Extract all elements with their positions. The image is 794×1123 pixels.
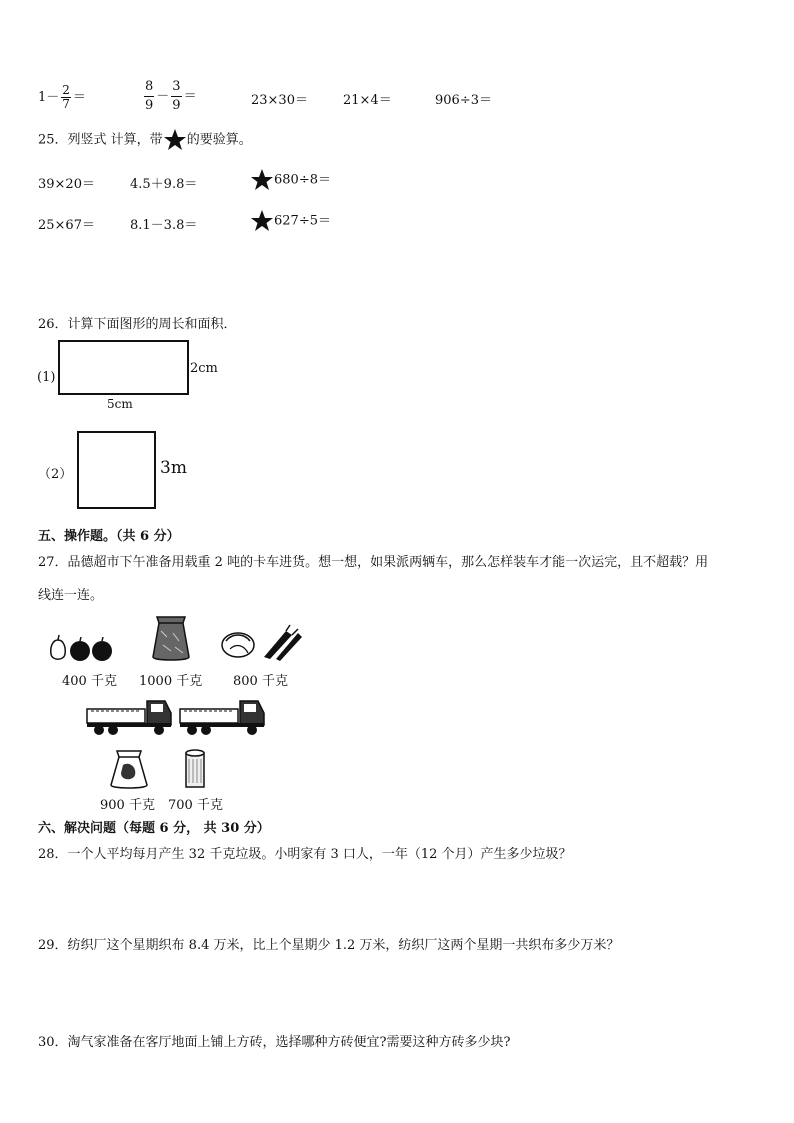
fruit-icon [46,634,122,664]
q25-r1-c1: 39×20＝ [38,177,95,192]
expr-5: 906÷3＝ [435,93,492,108]
goods-label-4: 900 千克 [100,798,155,813]
expr-4: 21×4＝ [343,93,392,108]
goods-label-3: 800 千克 [233,674,288,689]
fig1-width: 5cm [107,397,133,411]
q25-r1-c3: 680÷8＝ [250,168,331,192]
section-6-heading: 六、解决问题（每题 6 分， 共 30 分） [38,821,270,836]
fig1-height: 2cm [190,361,218,376]
q28-text: 28．一个人平均每月产生 32 千克垃圾。小明家有 3 口人，一年（12 个月）产生多少垃圾？ [38,847,572,862]
fig1-label: (1) [37,370,56,385]
q25-r2-c3: 627÷5＝ [250,209,331,233]
goods-label-2: 1000 千克 [139,674,203,689]
q25-r2-c2: 8.1－3.8＝ [130,218,198,233]
star-icon [250,209,274,233]
q27-line2: 线连一连。 [38,588,104,603]
fig2-label: （2） [38,467,73,482]
q30-text: 30．淘气家准备在客厅地面上铺上方砖，选择哪种方砖便宜?需要这种方砖多少块? [38,1035,511,1050]
rectangle-figure [58,340,189,395]
vegetables-icon [220,623,304,663]
q25-r1-c2: 4.5＋9.8＝ [130,177,198,192]
q25-title: 25．列竖式 计算，带 的要验算。 [38,128,252,152]
truck-icon [85,697,175,737]
q27-line1: 27．品德超市下午准备用载重 2 吨的卡车进货。想一想，如果派两辆车，那么怎样装车才能一次运完，且不超载？用 [38,555,709,570]
section-5-heading: 五、操作题。（共 6 分） [38,529,180,544]
q25-r2-c1: 25×67＝ [38,218,95,233]
q26-title: 26．计算下面图形的周长和面积． [38,317,237,332]
goods-label-5: 700 千克 [168,798,223,813]
expr-3: 23×30＝ [251,93,308,108]
expr-1: 1－ $\frac{2}{7}$ ＝ [38,83,86,111]
q29-text: 29．纺织厂这个星期织布 8.4 万米，比上个星期少 1.2 万米，纺织厂这两个星期一共织布多少万米？ [38,938,620,953]
star-icon [163,128,187,152]
bag-icon [107,747,151,791]
goods-label-1: 400 千克 [62,674,117,689]
expr-2: $\frac{8}{9}$ － $\frac{3}{9}$ ＝ [145,79,197,113]
square-figure [77,431,156,509]
star-icon [250,168,274,192]
fig2-side: 3m [160,458,187,478]
truck-icon [178,697,268,737]
barrel-icon [183,749,207,791]
sack-icon [147,613,195,663]
